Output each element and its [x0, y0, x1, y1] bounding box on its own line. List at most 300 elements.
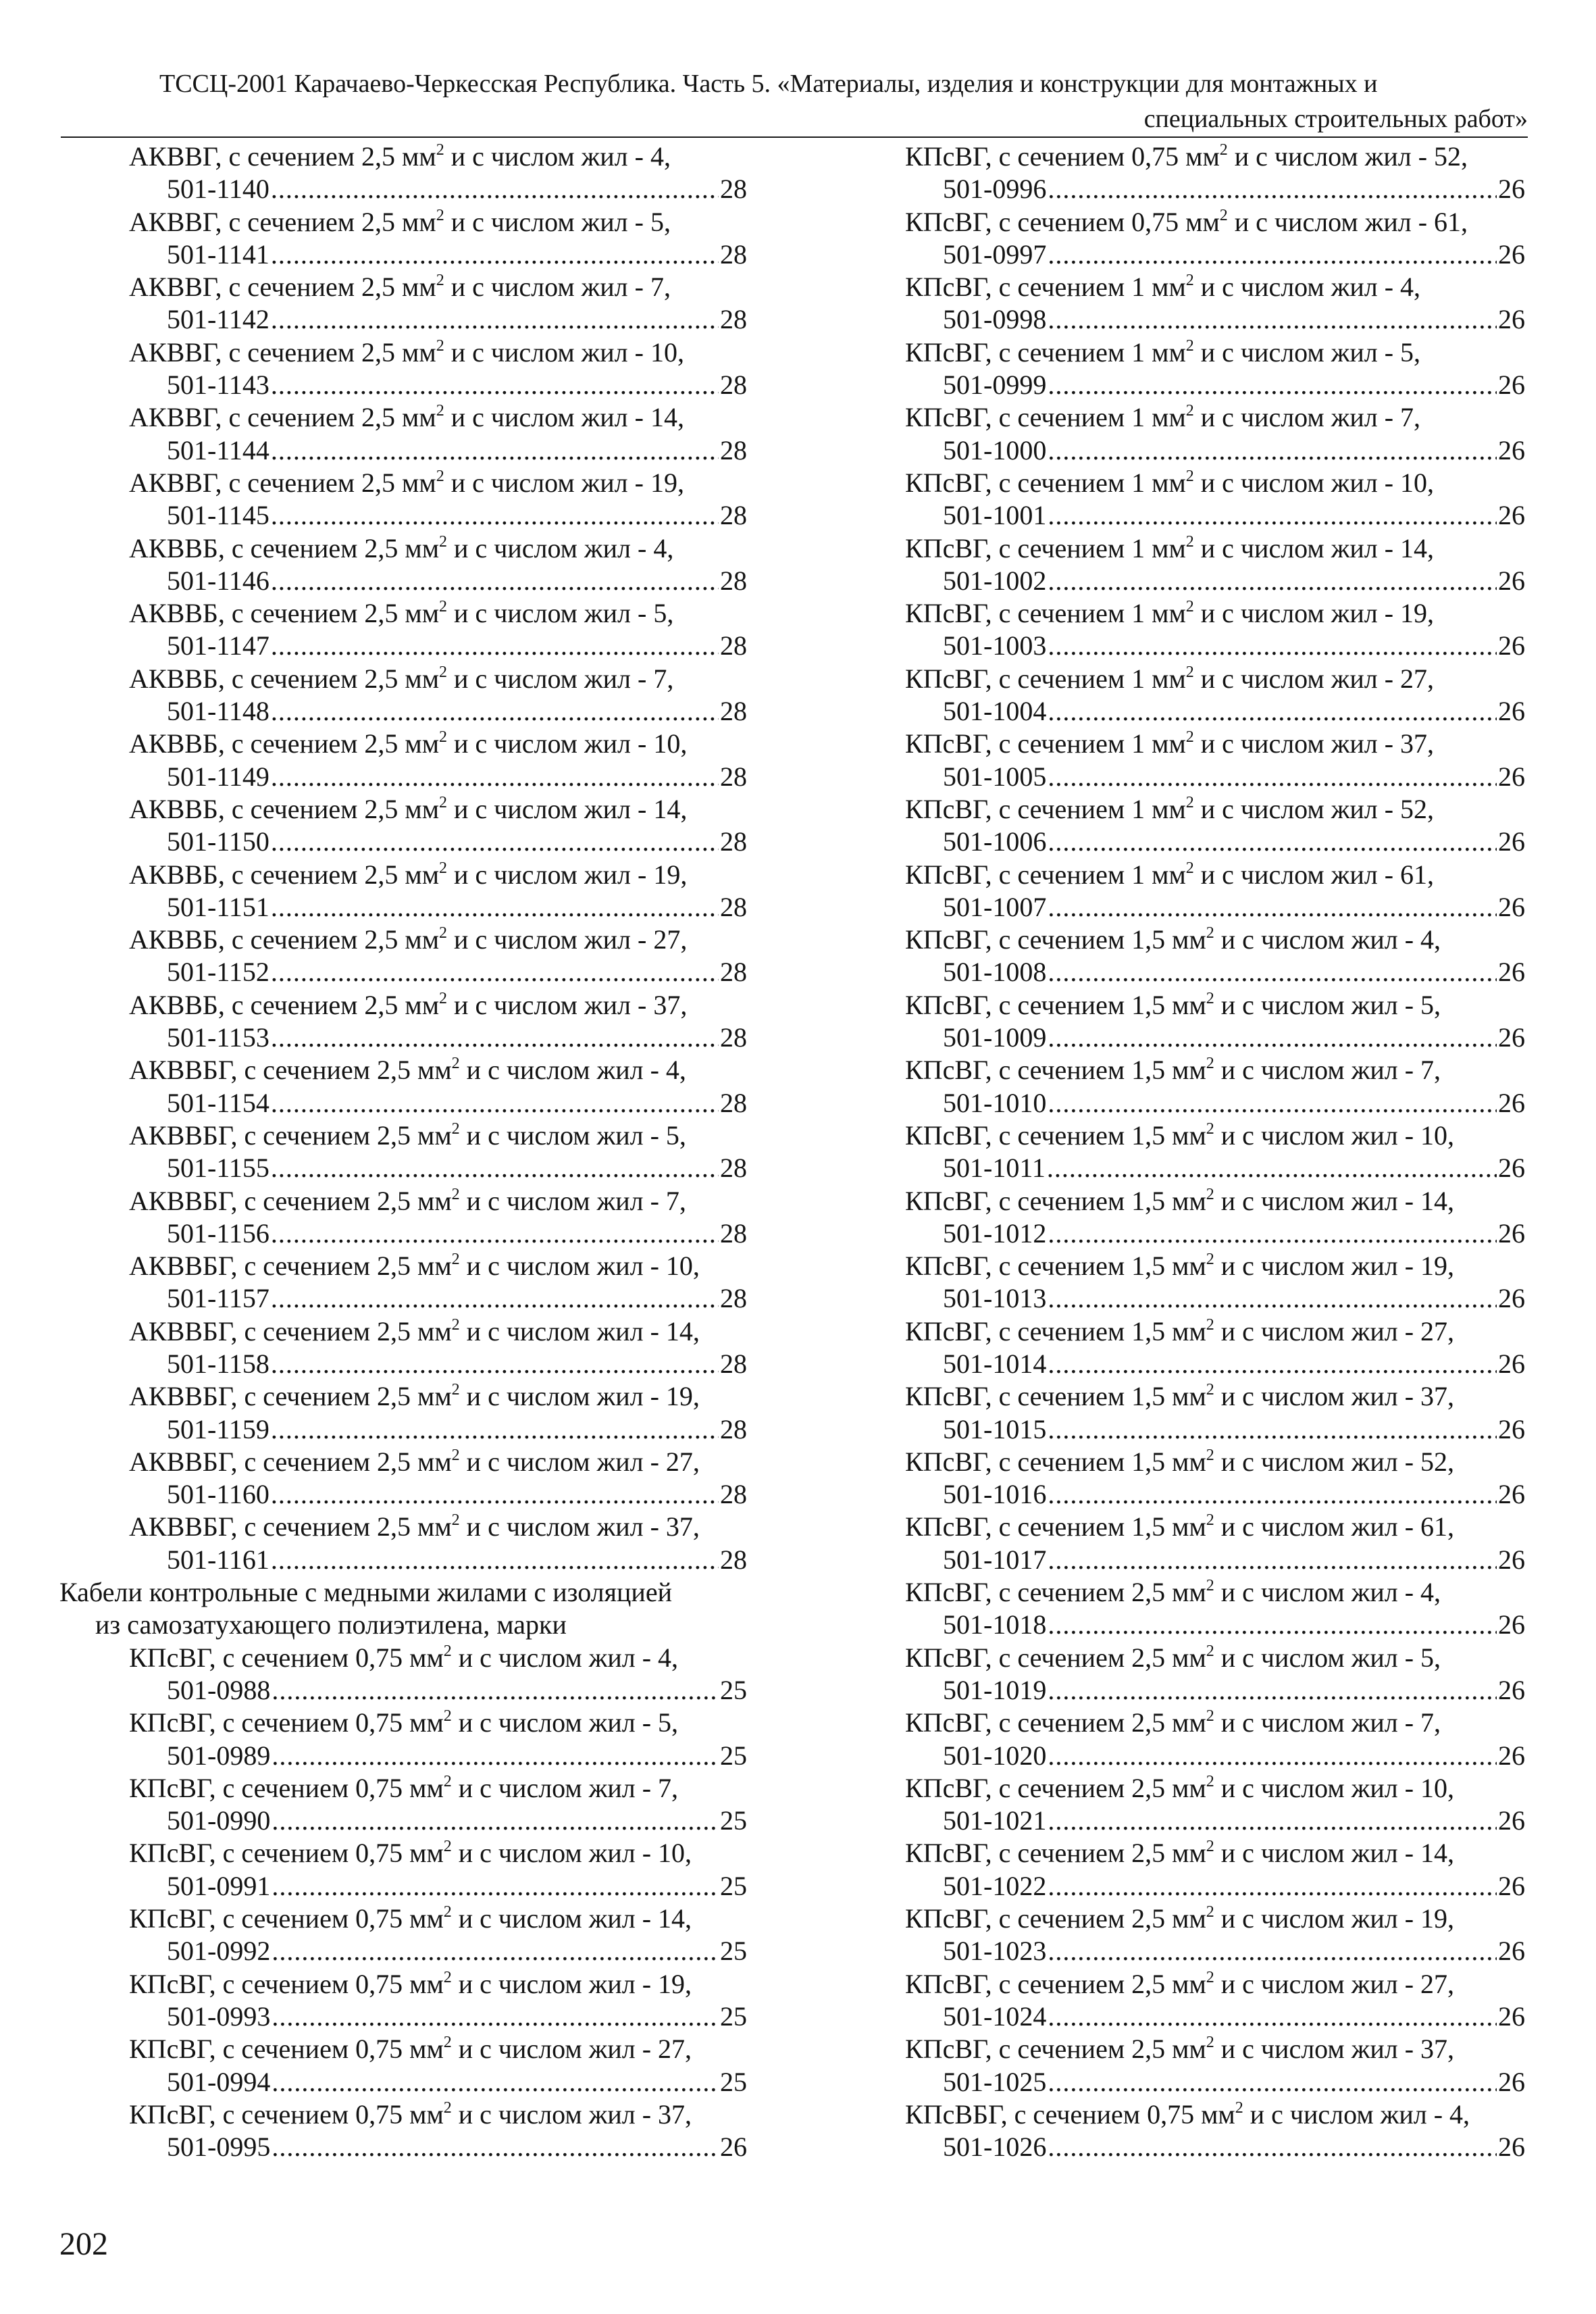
dot-leader	[271, 1152, 719, 1184]
resource-code: 501-1010	[943, 1087, 1047, 1118]
dot-leader	[1048, 1087, 1497, 1120]
resource-code: 501-1144	[167, 434, 269, 466]
index-entry-code-line	[59, 826, 747, 858]
resource-code: 501-1016	[943, 1479, 1047, 1510]
resource-code: 501-1012	[943, 1217, 1047, 1249]
entry-text: и с числом жил - 19,	[1214, 1251, 1455, 1282]
dot-leader	[271, 1022, 719, 1054]
page-reference: 26	[1498, 174, 1525, 205]
entry-text: и с числом жил - 27,	[1193, 663, 1435, 694]
entry-text: , с сечением 1 мм	[985, 402, 1186, 433]
page-reference: 25	[720, 1740, 747, 1771]
index-entry-title	[59, 1446, 747, 1478]
superscript-2: 2	[1206, 1577, 1214, 1595]
page-reference: 26	[1498, 1413, 1525, 1444]
section-heading-continued: из самозатухающего полиэтилена, марки	[95, 1609, 567, 1640]
index-entry-code-line	[59, 2001, 747, 2033]
superscript-2: 2	[451, 1381, 460, 1399]
cable-brand: КПсВГ	[905, 598, 985, 629]
entry-text: , с сечением 0,75 мм	[209, 1642, 444, 1673]
entry-text: и с числом жил - 14,	[451, 1903, 692, 1934]
superscript-2: 2	[451, 1511, 460, 1530]
resource-code: 501-1008	[943, 957, 1047, 988]
superscript-2: 2	[1206, 1511, 1214, 1530]
superscript-2: 2	[1185, 402, 1194, 420]
resource-code: 501-1007	[943, 891, 1047, 922]
page-reference: 25	[720, 1936, 747, 1967]
page-reference: 28	[720, 957, 747, 988]
index-entry-title	[905, 1511, 1525, 1543]
entry-text: и с числом жил - 37,	[451, 2098, 692, 2130]
entry-text: , с сечением 0,75 мм	[209, 2034, 444, 2065]
dot-leader	[272, 1674, 719, 1707]
index-entry-code-line	[905, 1740, 1525, 1772]
index-entry-code-line	[59, 956, 747, 988]
resource-code: 501-1014	[943, 1348, 1047, 1379]
index-entry-title	[59, 1054, 747, 1086]
cable-brand: АКВВБГ	[129, 1055, 231, 1086]
cable-brand: КПсВГ	[905, 1772, 985, 1803]
cable-brand: КПсВГ	[129, 2098, 209, 2130]
index-entry-code-line	[59, 1740, 747, 1772]
index-entry-code-line	[59, 1935, 747, 1967]
entry-text: , с сечением 1,5 мм	[985, 1120, 1206, 1151]
index-entry-title	[59, 1772, 747, 1805]
entry-text: , с сечением 0,75 мм	[209, 1903, 444, 1934]
entry-text: и с числом жил - 7,	[444, 272, 671, 303]
index-entry-title	[59, 2098, 747, 2131]
superscript-2: 2	[1206, 1642, 1214, 1660]
index-entry-code-line	[905, 565, 1525, 597]
cable-brand: АКВВБГ	[129, 1251, 231, 1282]
superscript-2: 2	[1206, 1315, 1214, 1334]
dot-leader	[1048, 1348, 1497, 1380]
index-entry-code-line	[905, 1152, 1525, 1184]
entry-text: и с числом жил - 4,	[1214, 924, 1441, 955]
resource-code: 501-0997	[943, 238, 1047, 270]
index-entry-code-line	[59, 1022, 747, 1054]
entry-text: и с числом жил - 5,	[1214, 1642, 1441, 1673]
index-entry-title	[905, 793, 1525, 826]
entry-text: и с числом жил - 52,	[1227, 141, 1468, 172]
entry-text: , с сечением 2,5 мм	[230, 1120, 452, 1151]
index-entry-title	[905, 1054, 1525, 1086]
entry-text: , с сечением 2,5 мм	[985, 1642, 1206, 1673]
entry-text: , с сечением 2,5 мм	[230, 1055, 452, 1086]
dot-leader	[1048, 1935, 1497, 1967]
cable-brand: АКВВГ	[129, 336, 215, 368]
entry-text: , с сечением 1 мм	[985, 663, 1186, 694]
superscript-2: 2	[1206, 1903, 1214, 1921]
index-entry-code-line	[905, 499, 1525, 532]
entry-text: , с сечением 0,75 мм	[209, 2098, 444, 2130]
index-entry-title	[905, 1903, 1525, 1935]
entry-text: , с сечением 2,5 мм	[217, 598, 440, 629]
entry-text: , с сечением 2,5 мм	[230, 1446, 452, 1477]
index-entry-title	[59, 1837, 747, 1869]
dot-leader	[1048, 1413, 1497, 1446]
page-reference: 26	[1498, 565, 1525, 596]
index-entry-code-line	[905, 2131, 1525, 2163]
entry-text: и с числом жил - 10,	[451, 1838, 692, 1869]
resource-code: 501-0988	[167, 1674, 271, 1705]
cable-brand: КПсВГ	[129, 1707, 209, 1738]
resource-code: 501-1154	[167, 1087, 269, 1118]
dot-leader	[271, 1413, 719, 1446]
resource-code: 501-1000	[943, 434, 1047, 466]
page-reference: 26	[1498, 1153, 1525, 1184]
entry-text: и с числом жил - 19,	[451, 1968, 692, 1999]
dot-leader	[1048, 630, 1497, 662]
entry-text: и с числом жил - 37,	[459, 1511, 700, 1542]
cable-brand: АКВВБГ	[129, 1381, 231, 1412]
index-entry-title	[59, 1642, 747, 1674]
index-entry-code-line	[905, 1544, 1525, 1576]
index-entry-code-line	[905, 1217, 1525, 1250]
dot-leader	[1048, 891, 1497, 924]
resource-code: 501-0992	[167, 1936, 271, 1967]
dot-leader	[271, 1544, 719, 1576]
page-reference: 28	[720, 891, 747, 922]
page-reference: 28	[720, 434, 747, 466]
resource-code: 501-1140	[167, 174, 269, 205]
page-reference: 25	[720, 2001, 747, 2032]
entry-text: , с сечением 2,5 мм	[230, 1381, 452, 1412]
dot-leader	[1048, 1805, 1497, 1837]
superscript-2: 2	[439, 859, 448, 877]
resource-code: 501-0996	[943, 174, 1047, 205]
index-entry-code-line	[905, 695, 1525, 728]
dot-leader	[1048, 1740, 1497, 1772]
resource-code: 501-1003	[943, 630, 1047, 661]
cable-brand: КПсВГ	[905, 859, 985, 890]
index-entry-code-line	[59, 434, 747, 467]
page-reference: 26	[1498, 1348, 1525, 1379]
page-reference: 28	[720, 1413, 747, 1444]
index-entry-title	[905, 1185, 1525, 1217]
entry-text: , с сечением 1 мм	[985, 728, 1186, 759]
entry-text: и с числом жил - 10,	[447, 728, 688, 759]
resource-code: 501-1141	[167, 238, 269, 270]
superscript-2: 2	[1219, 206, 1228, 224]
cable-brand: АКВВБ	[129, 663, 218, 694]
resource-code: 501-1002	[943, 565, 1047, 596]
resource-code: 501-1023	[943, 1936, 1047, 1967]
entry-text: и с числом жил - 52,	[1214, 1446, 1455, 1477]
entry-text: , с сечением 2,5 мм	[985, 1968, 1206, 1999]
resource-code: 501-0998	[943, 304, 1047, 335]
superscript-2: 2	[451, 1315, 460, 1334]
superscript-2: 2	[443, 1903, 452, 1921]
superscript-2: 2	[443, 2098, 452, 2117]
resource-code: 501-1011	[943, 1153, 1046, 1184]
index-entry-title	[59, 924, 747, 956]
page-reference: 28	[720, 238, 747, 270]
resource-code: 501-0989	[167, 1740, 271, 1771]
cable-brand: АКВВГ	[129, 402, 215, 433]
entry-text: , с сечением 1,5 мм	[985, 1315, 1206, 1347]
dot-leader	[271, 499, 719, 532]
index-entry-title	[905, 467, 1525, 499]
page-reference: 28	[720, 1153, 747, 1184]
resource-code: 501-0993	[167, 2001, 271, 2032]
entry-text: , с сечением 2,5 мм	[230, 1185, 452, 1216]
superscript-2: 2	[1185, 272, 1194, 290]
index-entry-title	[905, 141, 1525, 173]
cable-brand: КПсВГ	[905, 467, 985, 498]
entry-text: , с сечением 0,75 мм	[985, 206, 1220, 237]
superscript-2: 2	[439, 989, 448, 1007]
dot-leader	[1048, 434, 1497, 467]
index-entry-title	[905, 859, 1525, 891]
cable-brand: КПсВГ	[905, 1315, 985, 1347]
cable-brand: АКВВГ	[129, 467, 215, 498]
index-entry-title	[905, 271, 1525, 303]
entry-text: , с сечением 1 мм	[985, 598, 1186, 629]
dot-leader	[272, 1805, 719, 1837]
index-entry-code-line	[59, 173, 747, 205]
entry-text: , с сечением 2,5 мм	[215, 272, 436, 303]
dot-leader	[1048, 2131, 1497, 2163]
dot-leader	[272, 1740, 719, 1772]
entry-text: , с сечением 1,5 мм	[985, 1511, 1206, 1542]
index-entry-code-line	[59, 1870, 747, 1903]
cable-brand: КПсВГ	[129, 1968, 209, 1999]
index-entry-title	[905, 206, 1525, 238]
index-entry-title	[59, 597, 747, 630]
superscript-2: 2	[436, 272, 444, 290]
page-reference: 25	[720, 1674, 747, 1705]
dot-leader	[1048, 1282, 1497, 1315]
entry-text: и с числом жил - 52,	[1193, 793, 1435, 824]
cable-brand: КПсВГ	[905, 1642, 985, 1673]
cable-brand: КПсВГ	[905, 1707, 985, 1738]
superscript-2: 2	[1206, 1055, 1214, 1073]
index-entry-code-line	[59, 2066, 747, 2098]
page-reference: 26	[1498, 1936, 1525, 1967]
index-entry-code-line	[905, 1609, 1525, 1641]
superscript-2: 2	[1206, 1968, 1214, 1986]
dot-leader	[271, 565, 719, 597]
dot-leader	[1048, 565, 1497, 597]
entry-text: , с сечением 2,5 мм	[217, 793, 440, 824]
page-reference: 28	[720, 761, 747, 792]
entry-text: , с сечением 0,75 мм	[209, 1772, 444, 1803]
dot-leader	[271, 1478, 719, 1511]
dot-leader	[1048, 1022, 1497, 1054]
dot-leader	[271, 173, 719, 205]
entry-text: и с числом жил - 5,	[459, 1120, 686, 1151]
cable-brand: АКВВГ	[129, 206, 215, 237]
page-reference: 25	[720, 1870, 747, 1901]
superscript-2: 2	[1206, 1707, 1214, 1726]
index-entry-code-line	[59, 891, 747, 924]
index-entry-code-line	[905, 630, 1525, 662]
cable-brand: АКВВБ	[129, 989, 218, 1020]
entry-text: , с сечением 0,75 мм	[1000, 2098, 1235, 2130]
resource-code: 501-1160	[167, 1479, 269, 1510]
entry-text: , с сечением 2,5 мм	[230, 1251, 452, 1282]
dot-leader	[271, 891, 719, 924]
entry-text: , с сечением 2,5 мм	[215, 402, 436, 433]
index-entry-code-line	[905, 2066, 1525, 2098]
resource-code: 501-0990	[167, 1805, 271, 1836]
index-entry-code-line	[905, 303, 1525, 336]
resource-code: 501-1025	[943, 2066, 1047, 2097]
cable-brand: КПсВГ	[905, 402, 985, 433]
cable-brand: КПсВГ	[905, 532, 985, 563]
resource-code: 501-1152	[167, 957, 269, 988]
cable-brand: КПсВГ	[905, 1120, 985, 1151]
resource-code: 501-1015	[943, 1413, 1047, 1444]
cable-brand: КПсВГ	[905, 1577, 985, 1608]
resource-code: 501-1161	[167, 1544, 269, 1575]
index-entry-title	[905, 1968, 1525, 2001]
resource-code: 501-0999	[943, 370, 1047, 401]
resource-code: 501-0991	[167, 1870, 271, 1901]
entry-text: и с числом жил - 4,	[451, 1642, 679, 1673]
entry-text: , с сечением 2,5 мм	[985, 1903, 1206, 1934]
superscript-2: 2	[436, 402, 444, 420]
page-reference: 28	[720, 1087, 747, 1118]
superscript-2: 2	[1206, 989, 1214, 1007]
page-reference: 26	[1498, 434, 1525, 466]
superscript-2: 2	[1206, 1120, 1214, 1138]
index-entry-title	[59, 728, 747, 760]
entry-text: и с числом жил - 19,	[1193, 598, 1435, 629]
entry-text: и с числом жил - 7,	[451, 1772, 679, 1803]
superscript-2: 2	[1185, 663, 1194, 681]
entry-text: , с сечением 1,5 мм	[985, 1381, 1206, 1412]
entry-text: и с числом жил - 27,	[447, 924, 688, 955]
index-entry-title	[59, 336, 747, 369]
index-entry-title	[905, 728, 1525, 760]
resource-code: 501-1148	[167, 696, 269, 727]
dot-leader	[271, 1217, 719, 1250]
entry-text: , с сечением 2,5 мм	[230, 1511, 452, 1542]
superscript-2: 2	[436, 141, 444, 159]
resource-code: 501-1145	[167, 500, 269, 531]
page-reference: 28	[720, 1217, 747, 1249]
page-reference: 26	[1498, 696, 1525, 727]
page-reference: 26	[1498, 2066, 1525, 2097]
entry-text: , с сечением 2,5 мм	[217, 728, 440, 759]
superscript-2: 2	[1185, 532, 1194, 551]
page-reference: 26	[1498, 1870, 1525, 1901]
index-entry-title	[905, 1250, 1525, 1282]
superscript-2: 2	[1206, 924, 1214, 942]
superscript-2: 2	[443, 1642, 452, 1660]
dot-leader	[271, 238, 719, 271]
cable-brand: КПсВГ	[905, 141, 985, 172]
page-reference: 28	[720, 1022, 747, 1053]
dot-leader	[1048, 499, 1497, 532]
dot-leader	[272, 1870, 719, 1903]
page-reference: 28	[720, 304, 747, 335]
superscript-2: 2	[1185, 598, 1194, 616]
index-entry-code-line	[905, 826, 1525, 858]
resource-code: 501-1149	[167, 761, 269, 792]
index-entry-code-line	[905, 1087, 1525, 1120]
entry-text: , с сечением 0,75 мм	[209, 1968, 444, 1999]
entry-text: , с сечением 2,5 мм	[215, 141, 436, 172]
entry-text: и с числом жил - 19,	[444, 467, 684, 498]
superscript-2: 2	[1185, 859, 1194, 877]
page-number: 202	[59, 2226, 108, 2262]
entry-text: , с сечением 1,5 мм	[985, 1251, 1206, 1282]
dot-leader	[271, 303, 719, 336]
section-heading: Кабели контрольные с медными жилами с изоляцией	[59, 1577, 672, 1608]
index-entry-code-line	[905, 891, 1525, 924]
dot-leader	[1048, 1544, 1497, 1576]
resource-code: 501-1158	[167, 1348, 269, 1379]
cable-brand: АКВВБ	[129, 598, 218, 629]
running-header	[61, 66, 1528, 138]
page-reference: 28	[720, 1348, 747, 1379]
index-entry-title	[905, 2033, 1525, 2065]
dot-leader	[271, 1282, 719, 1315]
dot-leader	[271, 956, 719, 988]
superscript-2: 2	[1185, 728, 1194, 747]
superscript-2: 2	[451, 1185, 460, 1203]
resource-code: 501-1157	[167, 1283, 269, 1314]
index-entry-title	[905, 1446, 1525, 1478]
page-reference: 26	[1498, 630, 1525, 661]
cable-brand: КПсВГ	[905, 272, 985, 303]
index-entry-title	[59, 1968, 747, 2001]
entry-text: и с числом жил - 7,	[1214, 1707, 1441, 1738]
entry-text: и с числом жил - 14,	[459, 1315, 700, 1347]
index-entry-code-line	[59, 1217, 747, 1250]
page-reference: 26	[1498, 304, 1525, 335]
page-reference: 26	[1498, 1544, 1525, 1575]
page-reference: 26	[720, 2132, 747, 2163]
entry-text: и с числом жил - 10,	[444, 336, 684, 368]
entry-text: и с числом жил - 61,	[1214, 1511, 1455, 1542]
page-reference: 28	[720, 826, 747, 857]
index-entry-title	[905, 1642, 1525, 1674]
entry-text: , с сечением 1,5 мм	[985, 989, 1206, 1020]
superscript-2: 2	[1206, 2034, 1214, 2052]
dot-leader	[1048, 695, 1497, 728]
page-reference: 26	[1498, 891, 1525, 922]
index-entry-title	[905, 989, 1525, 1022]
entry-text: , с сечением 2,5 мм	[230, 1315, 452, 1347]
cable-brand: АКВВГ	[129, 141, 215, 172]
index-entry-code-line	[905, 1413, 1525, 1446]
dot-leader	[271, 761, 719, 793]
entry-text: , с сечением 2,5 мм	[217, 924, 440, 955]
cable-brand: КПсВГ	[905, 728, 985, 759]
index-entry-code-line	[59, 499, 747, 532]
superscript-2: 2	[1206, 1446, 1214, 1464]
cable-brand: КПсВГ	[129, 1772, 209, 1803]
entry-text: , с сечением 2,5 мм	[217, 989, 440, 1020]
index-entry-code-line	[59, 2131, 747, 2163]
index-entry-title	[905, 1576, 1525, 1609]
index-entry-code-line	[905, 1805, 1525, 1837]
entry-text: и с числом жил - 37,	[1214, 1381, 1455, 1412]
index-entry-title	[59, 1903, 747, 1935]
page-reference: 26	[1498, 957, 1525, 988]
dot-leader	[272, 2066, 719, 2098]
resource-code: 501-1159	[167, 1413, 269, 1444]
page-reference: 26	[1498, 500, 1525, 531]
index-entry-title	[905, 1315, 1525, 1348]
cable-brand: АКВВБГ	[129, 1185, 231, 1216]
index-entry-title	[905, 532, 1525, 565]
superscript-2: 2	[451, 1446, 460, 1464]
